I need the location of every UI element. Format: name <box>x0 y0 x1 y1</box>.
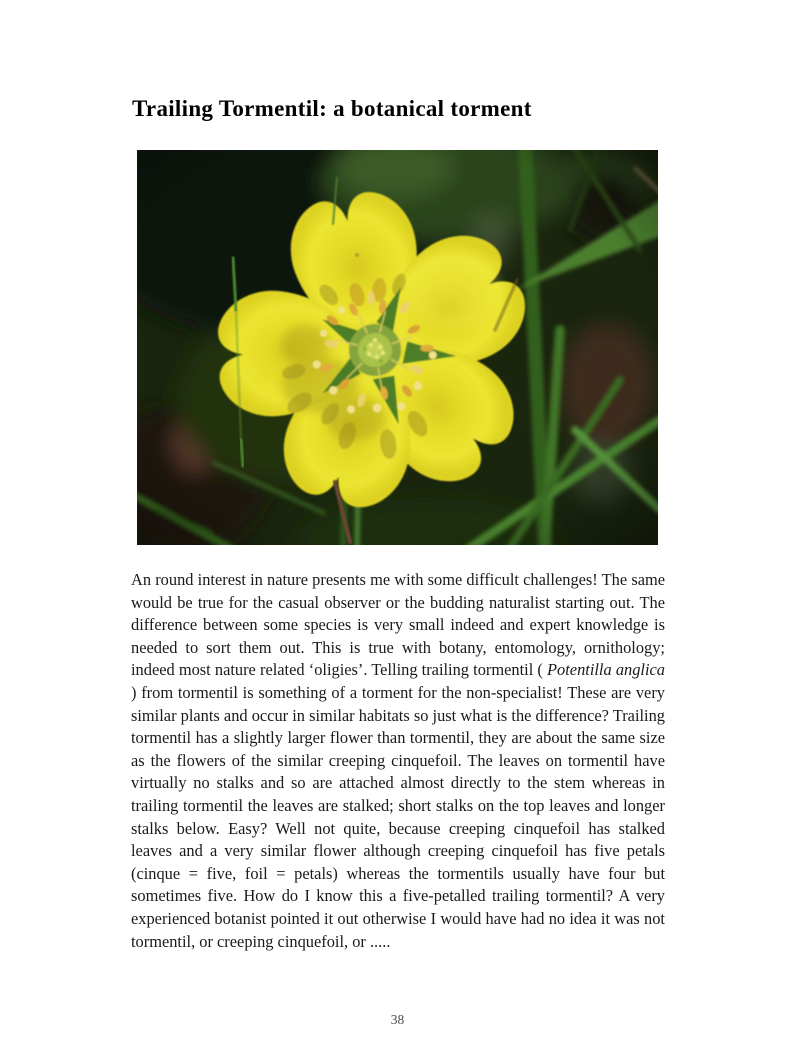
latin-name: Potentilla anglica <box>547 660 665 680</box>
page-number: 38 <box>390 1012 405 1027</box>
flower-photo-art <box>137 150 658 545</box>
article-body <box>131 569 665 953</box>
page-title: Trailing Tormentil: a botanical torment <box>132 96 532 121</box>
flower-photo <box>137 150 658 545</box>
body-text: An round interest in nature presents me with some difficult challenges! The same would be true for the casual observer or the budding naturalist starting out. The difference between some species is very small indeed and expert knowledge is needed to sort them out. This is true with botany, entomology, ornithology; indeed most nature related ‘oligies’. Telling trailing tormentil ( <box>131 570 665 680</box>
petal-blemish <box>355 253 359 257</box>
petal-highlight <box>405 250 501 330</box>
body-text-continued: ) from tormentil is something of a torment for the non-specialist! These are very similar plants and occur in similar habitats so just what is the difference? Trailing tormentil has a slightly larger flower than tormentil, they are about the same size as the flowers of the similar creeping cinquefoil. The leaves on tormentil have virtually no stalks and so are attached almost directly to the stem whereas in trailing tormentil the leaves are stalked; short stalks on the top leaves and longer stalks below. Easy? Well not quite, because creeping cinquefoil has stalked leaves and a very similar flower although creeping cinquefoil has five petals (cinque = five, foil = petals) whereas the tormentils usually have four but sometimes five. How do I know this a five-petalled trailing tormentil? A very experienced botanist pointed it out otherwise I would have had no idea it was not tormentil, or creeping cinquefoil, or ..... <box>131 682 665 951</box>
